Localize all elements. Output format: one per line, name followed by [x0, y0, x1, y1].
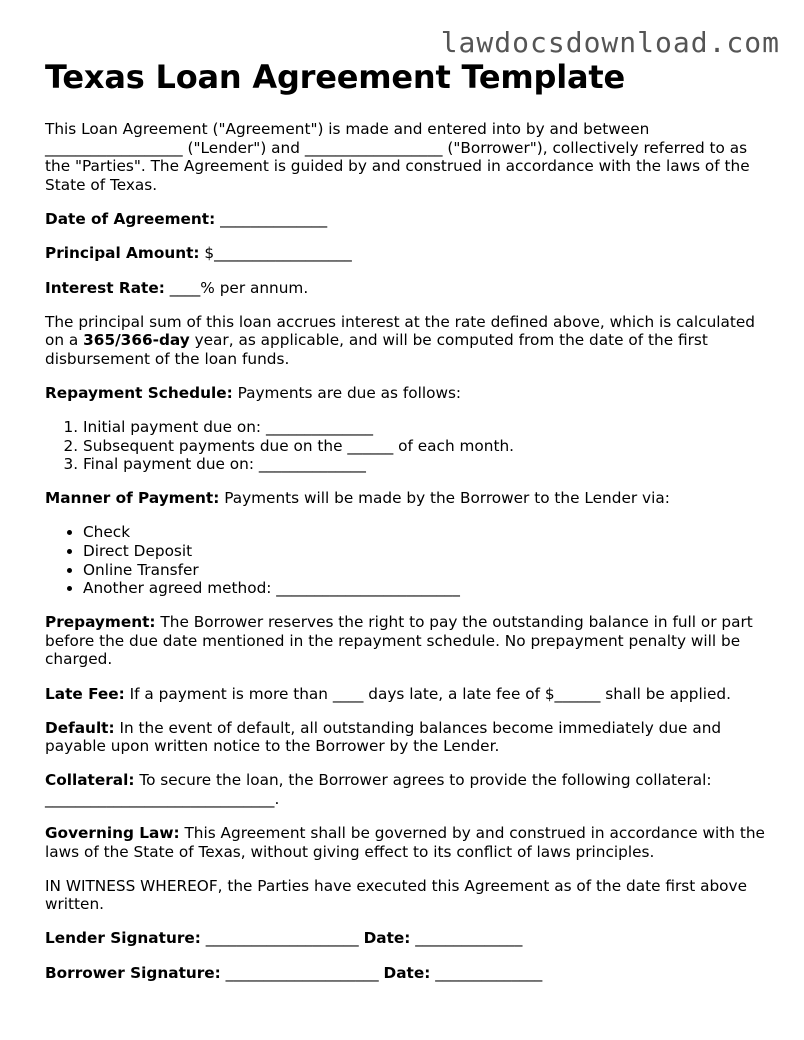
governing-law-paragraph [45, 824, 770, 861]
prepayment-text: The Borrower reserves the right to pay the outstanding balance in full or part before the due date mentioned in the repayment schedule. No prepayment penalty will be charged. [45, 613, 753, 669]
interest-text-bold: 365/366-day [83, 331, 190, 350]
interest-paragraph [45, 313, 770, 369]
watermark: lawdocsdownload.com [440, 26, 780, 59]
default-text: In the event of default, all outstanding balances become immediately due and payable upon written notice to the Borrower by the Lender. [45, 718, 722, 756]
list-item: • Online Transfer [83, 561, 770, 580]
lender-signature-line [45, 929, 770, 948]
late-fee-label: Late Fee: [45, 684, 125, 703]
repayment-schedule-text: Payments are due as follows: [232, 383, 462, 402]
lender-date-blank: ______________ [410, 929, 523, 948]
repayment-schedule-line [45, 384, 770, 403]
collateral-paragraph [45, 771, 770, 808]
principal-amount-label: Principal Amount: [45, 244, 200, 263]
manner-of-payment-text: Payments will be made by the Borrower to the Lender via: [219, 489, 670, 508]
borrower-date-label: Date: [383, 963, 431, 982]
witness-paragraph: IN WITNESS WHEREOF, the Parties have executed this Agreement as of the date first above written. [45, 876, 747, 914]
prepayment-paragraph [45, 613, 770, 669]
borrower-signature-blank: ____________________ [220, 963, 384, 982]
governing-law-label: Governing Law: [45, 824, 180, 843]
list-item: 3. Final payment due on: ______________ [83, 455, 770, 474]
list-item: • Check [83, 523, 770, 542]
collateral-label: Collateral: [45, 771, 135, 790]
payment-method-list [45, 523, 770, 597]
manner-of-payment-label: Manner of Payment: [45, 489, 220, 508]
borrower-date-blank: ______________ [430, 963, 543, 982]
collateral-text: To secure the loan, the Borrower agrees to provide the following collateral: ______________________________. [45, 771, 712, 808]
default-label: Default: [45, 718, 115, 737]
date-of-agreement-label: Date of Agreement: [45, 210, 216, 229]
intro-paragraph: This Loan Agreement ("Agreement") is made and entered into by and between __________________ ("Lender") and __________________ ("Borrower"), collectively referred to as the "Parties". The Agreement is guided by and construed in accordance with the laws of the State of Texas. [45, 120, 750, 194]
interest-rate-value: ____% per annum. [164, 278, 309, 297]
interest-rate-line [45, 279, 770, 298]
interest-rate-label: Interest Rate: [45, 278, 165, 297]
borrower-signature-label: Borrower Signature: [45, 963, 221, 982]
lender-signature-blank: ____________________ [200, 929, 364, 948]
principal-amount-line [45, 244, 770, 263]
governing-law-text: This Agreement shall be governed by and construed in accordance with the laws of the State of Texas, without giving effect to its conflict of laws principles. [45, 824, 765, 861]
late-fee-text: If a payment is more than ____ days late, a late fee of $______ shall be applied. [124, 684, 731, 703]
principal-amount-value: $__________________ [199, 244, 352, 263]
interest-text-before: The principal sum of this loan accrues interest at the rate defined above, which is calculated on a [45, 312, 756, 350]
page-title: Texas Loan Agreement Template [45, 58, 626, 96]
prepayment-label: Prepayment: [45, 613, 156, 632]
late-fee-paragraph [45, 685, 770, 704]
default-paragraph [45, 719, 770, 756]
date-of-agreement-value: ______________ [215, 210, 328, 229]
repayment-schedule-label: Repayment Schedule: [45, 383, 233, 402]
list-item: 1. Initial payment due on: ______________ [83, 418, 770, 437]
list-item: • Another agreed method: ________________________ [83, 579, 770, 598]
borrower-signature-line [45, 964, 770, 983]
interest-text-after: year, as applicable, and will be computed from the date of the first disbursement of the loan funds. [45, 331, 708, 368]
lender-date-label: Date: [363, 929, 411, 948]
manner-of-payment-line [45, 489, 770, 508]
repayment-list [45, 418, 770, 474]
date-of-agreement-line [45, 210, 770, 229]
list-item: 2. Subsequent payments due on the ______ of each month. [83, 437, 770, 456]
list-item: • Direct Deposit [83, 542, 770, 561]
document-page [45, 58, 770, 998]
lender-signature-label: Lender Signature: [45, 929, 201, 948]
